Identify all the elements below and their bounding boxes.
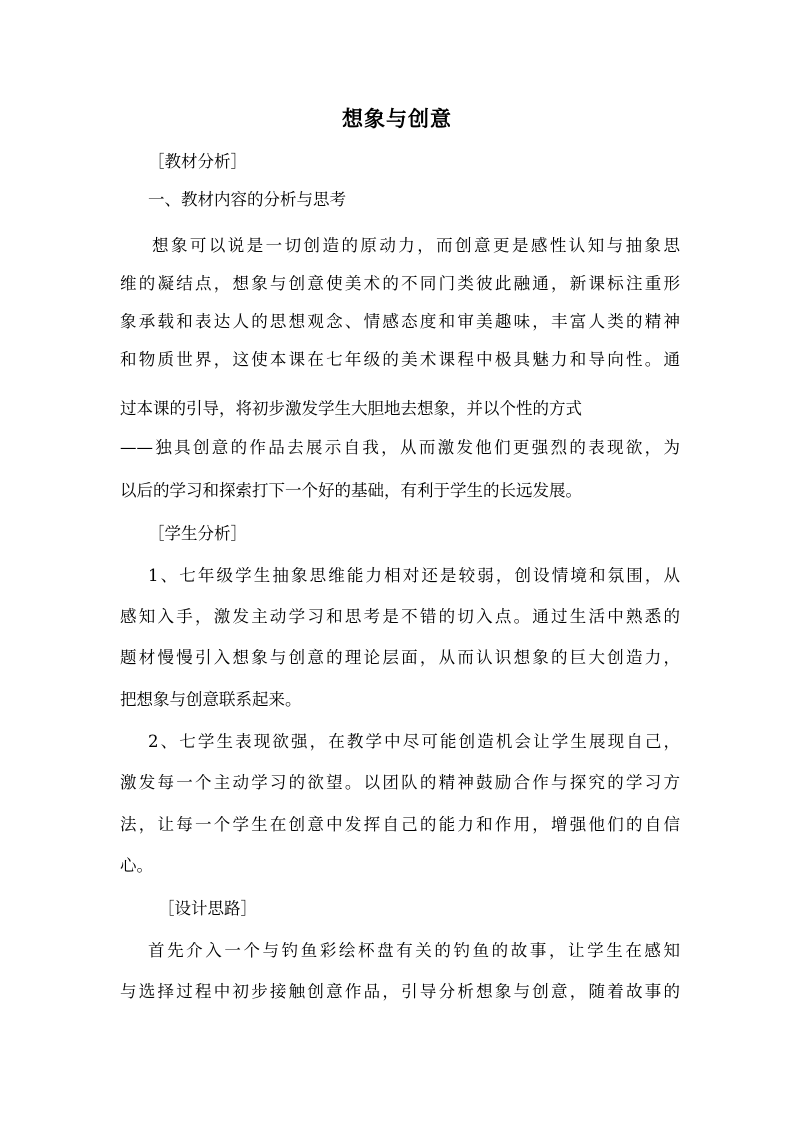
paragraph-line: 题材慢慢引入想象与创意的理论层面，从而认识想象的巨大创造力， <box>120 648 680 667</box>
paragraph-line: 以后的学习和探索打下一个好的基础，有利于学生的长远发展。 <box>120 481 582 500</box>
paragraph-line: 心。 <box>120 856 153 875</box>
paragraph-line: 2、七学生表现欲强，在教学中尽可能创造机会让学生展现自己， <box>148 732 680 751</box>
paragraph-line: ——独具创意的作品去展示自我，从而激发他们更强烈的表现欲，为 <box>120 438 680 457</box>
paragraph-line: 感知入手，激发主动学习和思考是不错的切入点。通过生活中熟悉的 <box>120 607 680 626</box>
section-heading-design-ideas: ［设计思路］ <box>158 899 257 918</box>
paragraph-line: 法，让每一个学生在创意中发挥自己的能力和作用，增强他们的自信 <box>120 815 680 834</box>
paragraph-line: 象承载和表达人的思想观念、情感态度和审美趣味，丰富人类的精神 <box>120 312 680 331</box>
document-title: 想象与创意 <box>342 106 452 131</box>
paragraph-line: 和物质世界，这使本课在七年级的美术课程中极具魅力和导向性。通 <box>120 350 680 369</box>
paragraph-line: 激发每一个主动学习的欲望。以团队的精神鼓励合作与探究的学习方 <box>120 773 680 792</box>
section-heading-textbook-analysis: ［教材分析］ <box>148 152 247 171</box>
paragraph-line: 把想象与创意联系起来。 <box>120 690 302 709</box>
paragraph-line: 想象可以说是一切创造的原动力，而创意更是感性认知与抽象思 <box>152 236 680 255</box>
paragraph-line: 维的凝结点，想象与创意使美术的不同门类彼此融通，新课标注重形 <box>120 274 680 293</box>
paragraph-line: 1、七年级学生抽象思维能力相对还是较弱，创设情境和氛围，从 <box>148 566 680 585</box>
paragraph-line: 首先介入一个与钓鱼彩绘杯盘有关的钓鱼的故事，让学生在感知 <box>148 941 680 960</box>
section-heading-student-analysis: ［学生分析］ <box>148 524 247 543</box>
subheading-content-analysis: 一、教材内容的分析与思考 <box>148 190 346 209</box>
paragraph-line: 过本课的引导，将初步激发学生大胆地去想象，并以个性的方式 <box>120 399 582 418</box>
paragraph-line: 与选择过程中初步接触创意作品，引导分析想象与创意，随着故事的 <box>120 982 680 1001</box>
